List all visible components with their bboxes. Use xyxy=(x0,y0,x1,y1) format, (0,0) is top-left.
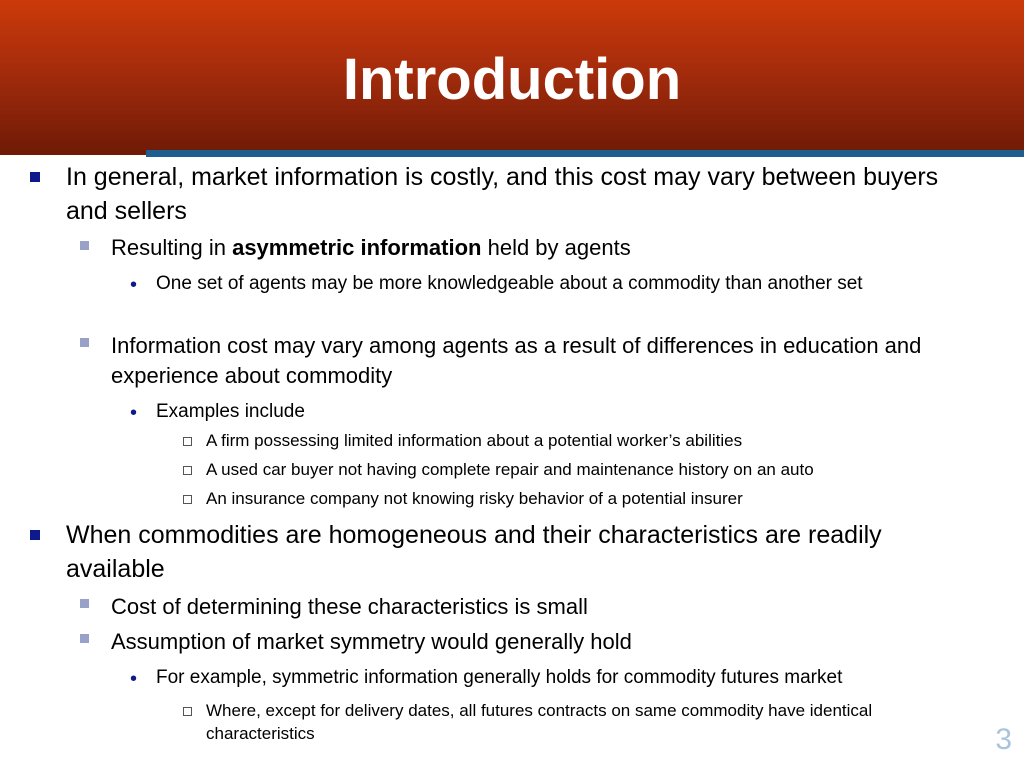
hollow-square-bullet-icon xyxy=(183,707,192,716)
bullet-text: Where, except for delivery dates, all futures contracts on same commodity have identical characteristics xyxy=(206,701,873,743)
square-bullet-icon xyxy=(30,530,40,540)
text-run: held by agents xyxy=(481,235,631,260)
bullet-text: A used car buyer not having complete repair and maintenance history on an auto xyxy=(206,460,814,479)
hollow-square-bullet-icon xyxy=(183,495,192,504)
square-bullet-icon xyxy=(30,172,40,182)
bullet-text: One set of agents may be more knowledgeable about a commodity than another set xyxy=(156,273,863,294)
dot-bullet-icon: • xyxy=(130,274,138,296)
bold-term: asymmetric information xyxy=(232,235,482,260)
bullet-text xyxy=(111,233,991,263)
text-run: Resulting in xyxy=(111,235,233,260)
hollow-square-bullet-icon xyxy=(183,466,192,475)
bullet-text: An insurance company not knowing risky behavior of a potential insurer xyxy=(206,489,743,508)
hollow-square-bullet-icon xyxy=(183,437,192,446)
dot-bullet-icon: • xyxy=(130,668,138,690)
square-bullet-icon xyxy=(80,634,89,643)
square-bullet-icon xyxy=(80,241,89,250)
square-bullet-icon xyxy=(80,338,89,347)
bullet-text: When commodities are homogeneous and their characteristics are readily available xyxy=(66,521,882,583)
slide-title: Introduction xyxy=(342,47,682,112)
bullet-text: A firm possessing limited information about a potential worker’s abilities xyxy=(206,431,743,450)
bullet-text: In general, market information is costly, and this cost may vary between buyers and sellers xyxy=(66,163,939,225)
bullet-text: Examples include xyxy=(156,401,305,422)
square-bullet-icon xyxy=(80,599,89,608)
dot-bullet-icon: • xyxy=(130,402,138,424)
slide-number: 3 xyxy=(995,723,1012,756)
bullet-text: For example, symmetric information generally holds for commodity futures market xyxy=(156,667,843,688)
bullet-text: Information cost may vary among agents as a result of differences in education and experience about commodity xyxy=(111,333,922,388)
bullet-text: Cost of determining these characteristics is small xyxy=(111,594,588,619)
bullet-text: Assumption of market symmetry would generally hold xyxy=(111,629,632,654)
